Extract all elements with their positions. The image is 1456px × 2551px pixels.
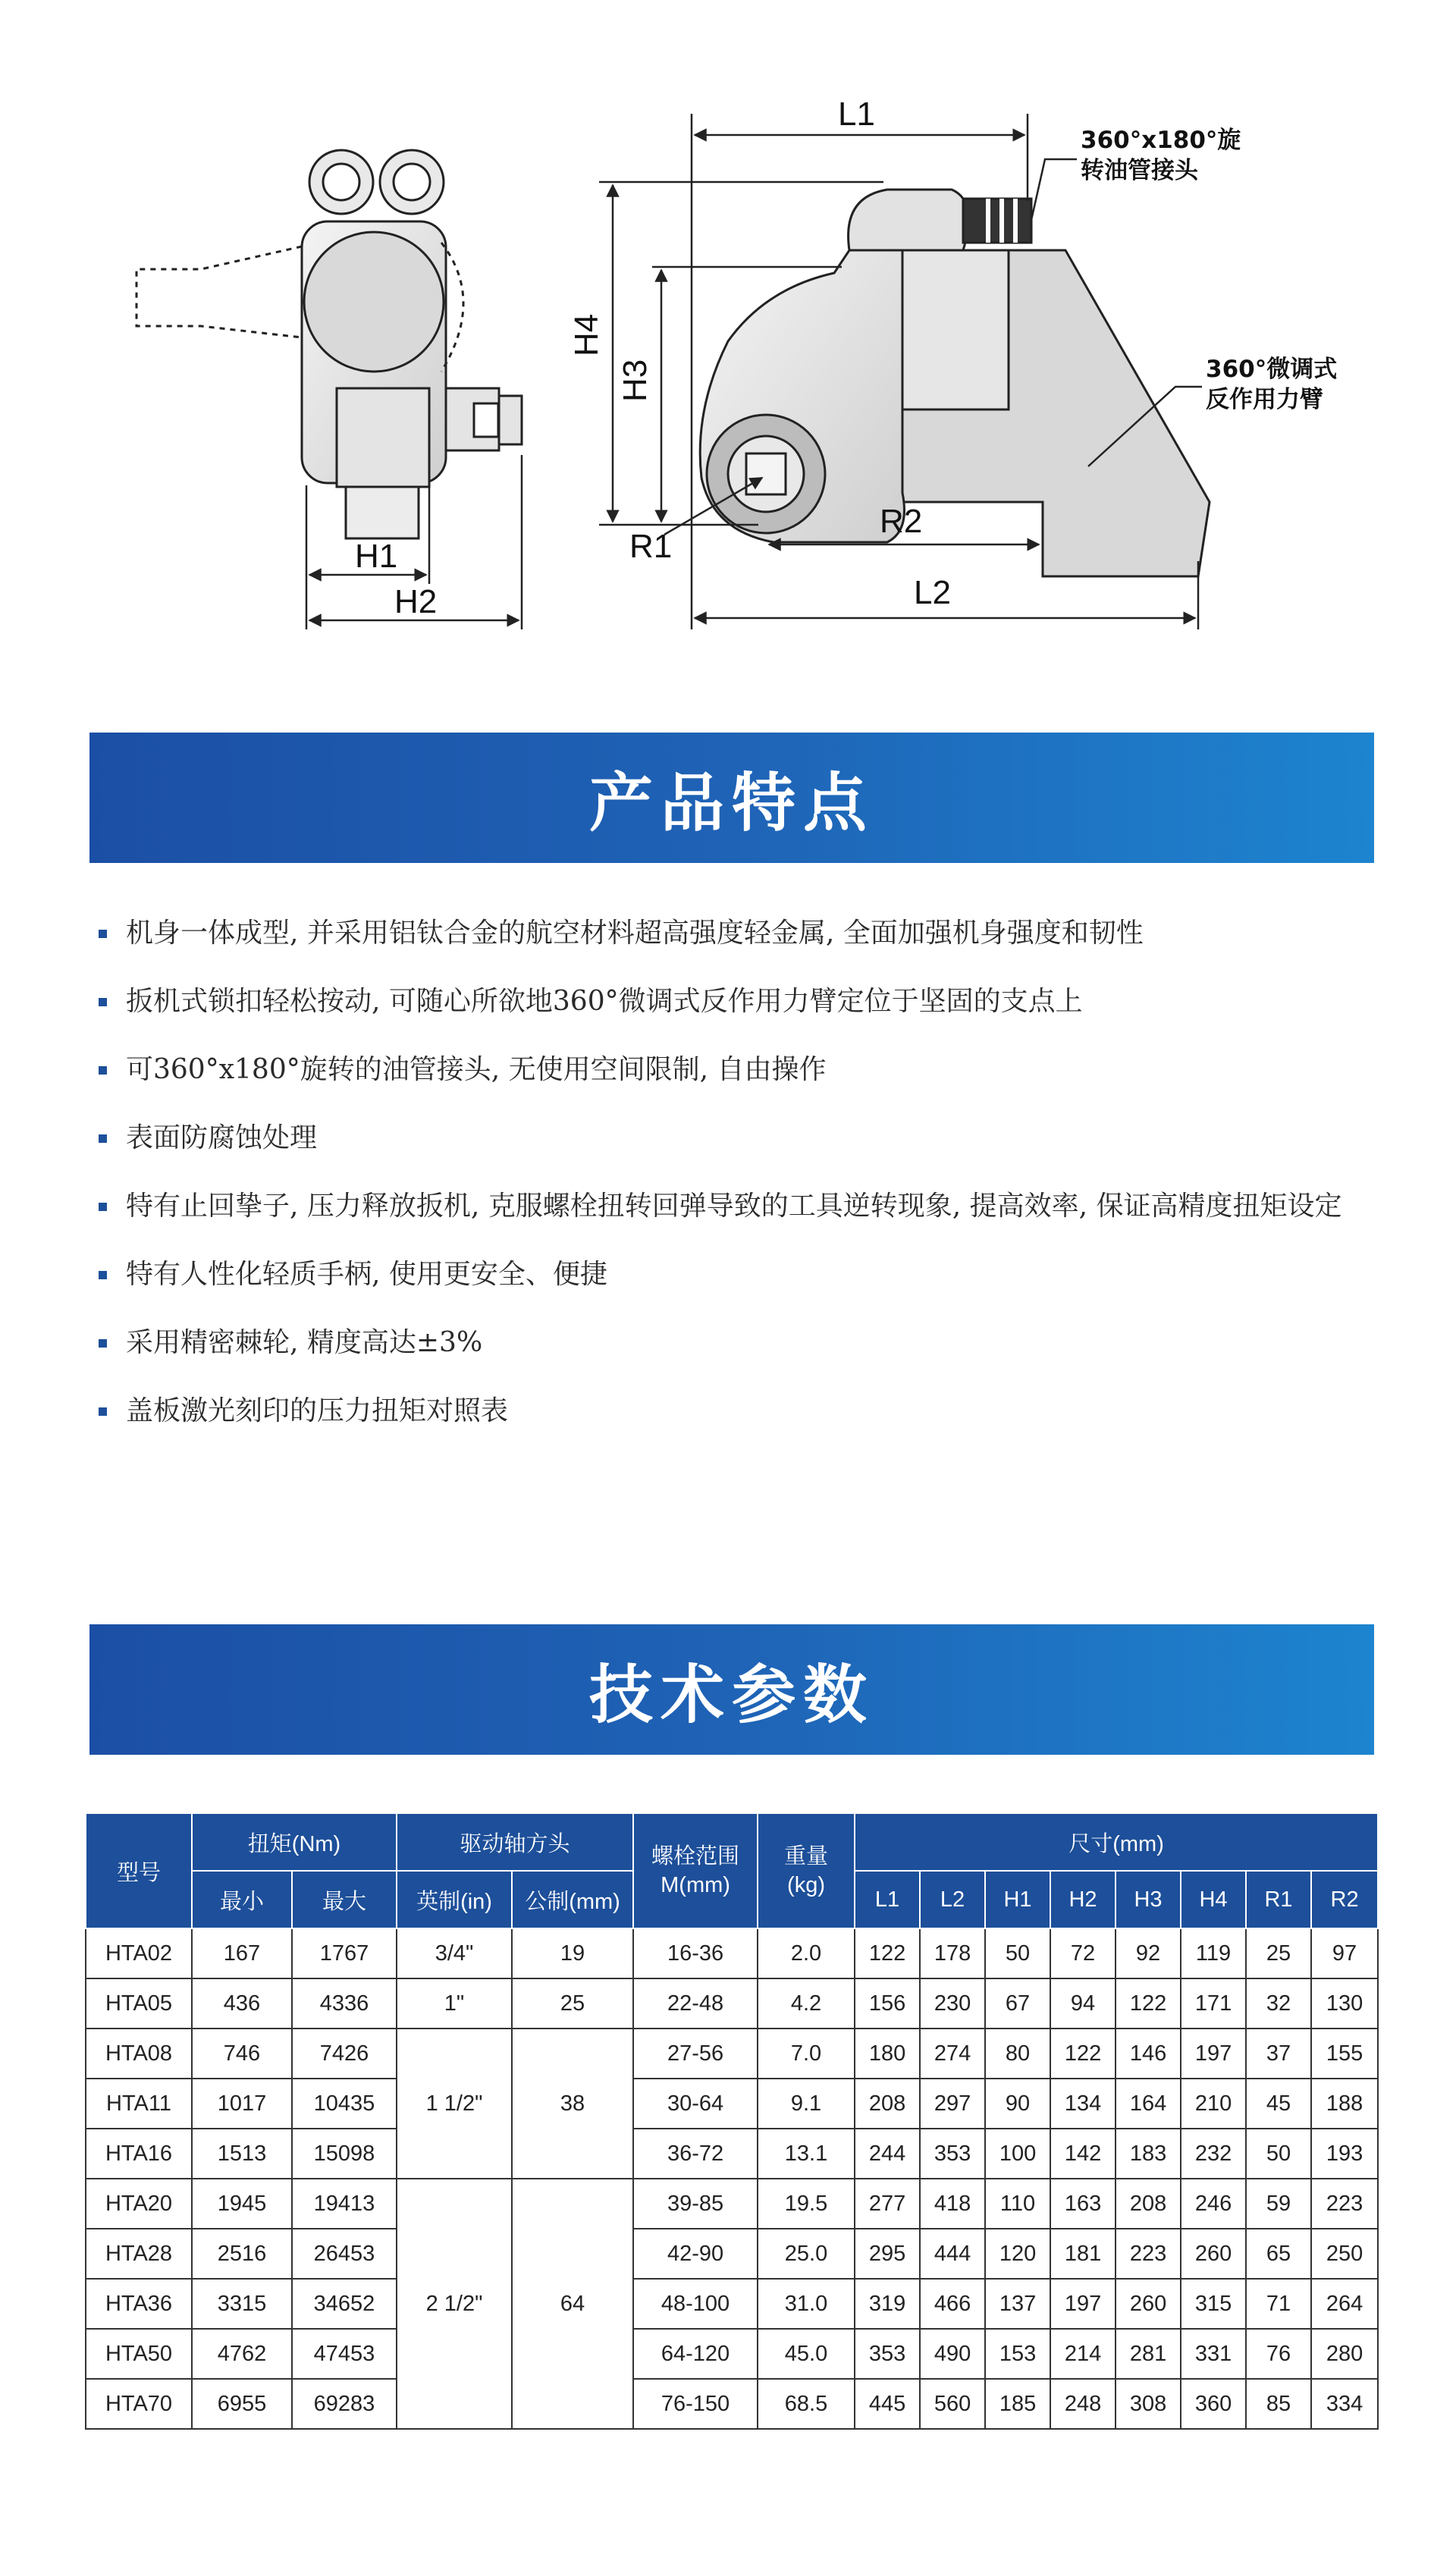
- cell-dim-h1: 185: [985, 2379, 1050, 2429]
- cell-dim-h2: 214: [1050, 2329, 1116, 2379]
- cell-torque-min: 1513: [192, 2129, 292, 2179]
- cell-torque-min: 746: [192, 2029, 292, 2079]
- th-dim-h3: H3: [1116, 1871, 1181, 1928]
- cell-torque-max: 19413: [292, 2179, 397, 2229]
- cell-dim-h4: 360: [1181, 2379, 1246, 2429]
- cell-weight: 68.5: [758, 2379, 855, 2429]
- cell-dim-h2: 197: [1050, 2279, 1116, 2329]
- cell-dim-l1: 208: [855, 2079, 920, 2129]
- bullet-icon: [99, 1271, 107, 1279]
- cell-dim-r1: 76: [1246, 2329, 1311, 2379]
- cell-dim-h3: 146: [1116, 2029, 1181, 2079]
- cell-dim-l2: 274: [920, 2029, 985, 2079]
- cell-model: HTA70: [86, 2379, 192, 2429]
- cell-dim-l2: 353: [920, 2129, 985, 2179]
- label-h2: H2: [394, 583, 438, 620]
- cell-dim-r2: 193: [1311, 2129, 1378, 2179]
- feature-text: 特有止回挚子, 压力释放扳机, 克服螺栓扭转回弹导致的工具逆转现象, 提高效率, 保证高精度扭矩设定: [126, 1191, 1342, 1222]
- bullet-icon: [99, 1203, 107, 1211]
- table-row: [86, 2279, 1378, 2329]
- cell-dim-h1: 67: [985, 1978, 1050, 2029]
- cell-model: HTA08: [86, 2029, 192, 2079]
- cell-bolt-range: 64-120: [633, 2329, 758, 2379]
- cell-torque-max: 4336: [292, 1978, 397, 2029]
- feature-text: 机身一体成型, 并采用铝钛合金的航空材料超高强度轻金属, 全面加强机身强度和韧性: [126, 918, 1144, 949]
- cell-dim-h4: 197: [1181, 2029, 1246, 2079]
- cell-dim-r1: 71: [1246, 2279, 1311, 2329]
- cell-dim-h1: 90: [985, 2079, 1050, 2129]
- cell-drive-in: 1 1/2": [397, 2029, 512, 2179]
- label-r1: R1: [629, 528, 673, 565]
- feature-item: [99, 1183, 1380, 1230]
- feature-text: 表面防腐蚀处理: [126, 1122, 318, 1153]
- cell-dim-r2: 280: [1311, 2329, 1378, 2379]
- feature-list: [99, 910, 1380, 1456]
- cell-model: HTA20: [86, 2179, 192, 2229]
- cell-dim-h3: 122: [1116, 1978, 1181, 2029]
- th-dim-l2: L2: [920, 1871, 985, 1928]
- cell-dim-h4: 315: [1181, 2279, 1246, 2329]
- bullet-icon: [99, 998, 107, 1006]
- cell-dim-h4: 331: [1181, 2329, 1246, 2379]
- table-row: [86, 1978, 1378, 2029]
- table-row: [86, 2079, 1378, 2129]
- cell-dim-h1: 80: [985, 2029, 1050, 2079]
- cell-torque-max: 1767: [292, 1928, 397, 1978]
- cell-drive-mm: 64: [512, 2179, 633, 2429]
- cell-dim-r1: 65: [1246, 2229, 1311, 2279]
- cell-weight: 9.1: [758, 2079, 855, 2129]
- cell-model: HTA05: [86, 1978, 192, 2029]
- cell-model: HTA50: [86, 2329, 192, 2379]
- feature-item: [99, 910, 1380, 957]
- cell-torque-max: 26453: [292, 2229, 397, 2279]
- cell-torque-max: 10435: [292, 2079, 397, 2129]
- cell-dim-l1: 156: [855, 1978, 920, 2029]
- table-row: [86, 2129, 1378, 2179]
- cell-dim-l1: 445: [855, 2379, 920, 2429]
- table-row: [86, 1928, 1378, 1978]
- spec-table: [85, 1812, 1379, 2430]
- cell-dim-h1: 120: [985, 2229, 1050, 2279]
- cell-dim-l1: 277: [855, 2179, 920, 2229]
- th-bolt-range-l1: 螺栓范围: [651, 1844, 740, 1869]
- callout-arm-line2: 反作用力臂: [1206, 386, 1323, 413]
- cell-dim-l1: 353: [855, 2329, 920, 2379]
- cell-dim-r1: 32: [1246, 1978, 1311, 2029]
- cell-dim-h4: 232: [1181, 2129, 1246, 2179]
- cell-model: HTA16: [86, 2129, 192, 2179]
- front-view: [136, 150, 522, 538]
- bullet-icon: [99, 1407, 107, 1416]
- th-dim-l1: L1: [855, 1871, 920, 1928]
- cell-bolt-range: 27-56: [633, 2029, 758, 2079]
- cell-dim-l2: 230: [920, 1978, 985, 2029]
- th-dim-r1: R1: [1246, 1871, 1311, 1928]
- cell-dim-h3: 208: [1116, 2179, 1181, 2229]
- cell-dim-r2: 223: [1311, 2179, 1378, 2229]
- cell-dim-h4: 119: [1181, 1928, 1246, 1978]
- feature-text: 扳机式锁扣轻松按动, 可随心所欲地360°微调式反作用力臂定位于坚固的支点上: [126, 986, 1083, 1017]
- th-dim-r2: R2: [1311, 1871, 1378, 1928]
- product-dimension-diagram: [0, 0, 1456, 682]
- cell-dim-l2: 560: [920, 2379, 985, 2429]
- side-view: [700, 190, 1210, 576]
- feature-item: [99, 1388, 1380, 1435]
- cell-weight: 25.0: [758, 2229, 855, 2279]
- cell-torque-min: 1945: [192, 2179, 292, 2229]
- feature-item: [99, 1046, 1380, 1094]
- th-model: 型号: [86, 1813, 192, 1928]
- features-title: 产品特点: [588, 764, 874, 840]
- bullet-icon: [99, 1339, 107, 1348]
- swivel-fitting: [963, 199, 1031, 243]
- cell-dim-r2: 130: [1311, 1978, 1378, 2029]
- cell-dim-h3: 92: [1116, 1928, 1181, 1978]
- cell-dim-h3: 223: [1116, 2229, 1181, 2279]
- cell-dim-l1: 122: [855, 1928, 920, 1978]
- label-h4: H4: [568, 313, 605, 356]
- cell-bolt-range: 22-48: [633, 1978, 758, 2029]
- cell-dim-h1: 100: [985, 2129, 1050, 2179]
- cell-weight: 7.0: [758, 2029, 855, 2079]
- label-l1: L1: [838, 96, 875, 133]
- cell-weight: 19.5: [758, 2179, 855, 2229]
- table-row: [86, 2179, 1378, 2229]
- cell-bolt-range: 48-100: [633, 2279, 758, 2329]
- cell-dim-h2: 134: [1050, 2079, 1116, 2129]
- th-weight: [758, 1813, 855, 1928]
- cell-dim-l2: 297: [920, 2079, 985, 2129]
- feature-text: 采用精密棘轮, 精度高达±3%: [126, 1327, 483, 1358]
- cell-drive-mm: 19: [512, 1928, 633, 1978]
- cell-weight: 31.0: [758, 2279, 855, 2329]
- cell-dim-r2: 334: [1311, 2379, 1378, 2429]
- cell-dim-l1: 319: [855, 2279, 920, 2329]
- cell-dim-r1: 45: [1246, 2079, 1311, 2129]
- feature-item: [99, 978, 1380, 1025]
- cell-dim-l1: 295: [855, 2229, 920, 2279]
- cell-dim-r2: 155: [1311, 2029, 1378, 2079]
- cell-torque-min: 167: [192, 1928, 292, 1978]
- cell-bolt-range: 42-90: [633, 2229, 758, 2279]
- label-r2: R2: [880, 503, 923, 540]
- cell-dim-h2: 122: [1050, 2029, 1116, 2079]
- cell-torque-min: 4762: [192, 2329, 292, 2379]
- cell-torque-min: 6955: [192, 2379, 292, 2429]
- cell-torque-min: 1017: [192, 2079, 292, 2129]
- bullet-icon: [99, 1066, 107, 1075]
- cell-dim-l1: 180: [855, 2029, 920, 2079]
- cell-drive-mm: 25: [512, 1978, 633, 2029]
- cell-torque-min: 3315: [192, 2279, 292, 2329]
- callout-arm-line1: 360°微调式: [1206, 356, 1338, 383]
- cell-torque-max: 34652: [292, 2279, 397, 2329]
- specs-banner: [89, 1624, 1374, 1755]
- bullet-icon: [99, 930, 107, 938]
- cell-torque-max: 69283: [292, 2379, 397, 2429]
- cell-bolt-range: 36-72: [633, 2129, 758, 2179]
- table-row: [86, 2029, 1378, 2079]
- cell-bolt-range: 16-36: [633, 1928, 758, 1978]
- cell-torque-max: 47453: [292, 2329, 397, 2379]
- cell-dim-h1: 153: [985, 2329, 1050, 2379]
- cell-torque-max: 15098: [292, 2129, 397, 2179]
- th-dim-h1: H1: [985, 1871, 1050, 1928]
- th-bolt-range-l2: M(mm): [661, 1873, 730, 1897]
- cell-dim-l2: 444: [920, 2229, 985, 2279]
- callout-swivel-line2: 转油管接头: [1081, 157, 1198, 184]
- cell-dim-h2: 163: [1050, 2179, 1116, 2229]
- cell-dim-r1: 50: [1246, 2129, 1311, 2179]
- cell-dim-r2: 264: [1311, 2279, 1378, 2329]
- cell-dim-r2: 188: [1311, 2079, 1378, 2129]
- th-bolt-range: [633, 1813, 758, 1928]
- specs-title: 技术参数: [588, 1656, 874, 1732]
- cell-dim-r2: 97: [1311, 1928, 1378, 1978]
- cell-dim-r2: 250: [1311, 2229, 1378, 2279]
- cell-torque-max: 7426: [292, 2029, 397, 2079]
- cell-dim-h4: 260: [1181, 2229, 1246, 2279]
- th-weight-l1: 重量: [784, 1844, 829, 1869]
- cell-drive-mm: 38: [512, 2029, 633, 2179]
- cell-torque-min: 436: [192, 1978, 292, 2029]
- cell-weight: 2.0: [758, 1928, 855, 1978]
- cell-dim-h1: 137: [985, 2279, 1050, 2329]
- cell-dim-h2: 142: [1050, 2129, 1116, 2179]
- cell-dim-l2: 490: [920, 2329, 985, 2379]
- feature-text: 可360°x180°旋转的油管接头, 无使用空间限制, 自由操作: [126, 1054, 827, 1085]
- th-dim-h2: H2: [1050, 1871, 1116, 1928]
- feature-item: [99, 1319, 1380, 1366]
- th-dims: 尺寸(mm): [855, 1813, 1378, 1871]
- cell-bolt-range: 39-85: [633, 2179, 758, 2229]
- th-dim-h4: H4: [1181, 1871, 1246, 1928]
- th-torque-min: 最小: [192, 1871, 292, 1928]
- cell-dim-h1: 110: [985, 2179, 1050, 2229]
- cell-bolt-range: 76-150: [633, 2379, 758, 2429]
- diagram-svg: [0, 0, 1456, 682]
- cell-dim-h1: 50: [985, 1928, 1050, 1978]
- cell-dim-h4: 210: [1181, 2079, 1246, 2129]
- cell-dim-h3: 164: [1116, 2079, 1181, 2129]
- cell-model: HTA02: [86, 1928, 192, 1978]
- cell-weight: 13.1: [758, 2129, 855, 2179]
- cell-dim-l2: 466: [920, 2279, 985, 2329]
- cell-drive-in: 2 1/2": [397, 2179, 512, 2429]
- cell-drive-in: 1": [397, 1978, 512, 2029]
- th-weight-l2: (kg): [787, 1873, 825, 1897]
- cell-dim-h3: 183: [1116, 2129, 1181, 2179]
- th-torque: 扭矩(Nm): [192, 1813, 397, 1871]
- table-row: [86, 2329, 1378, 2379]
- cell-dim-h2: 94: [1050, 1978, 1116, 2029]
- cell-dim-l2: 418: [920, 2179, 985, 2229]
- cell-dim-h2: 72: [1050, 1928, 1116, 1978]
- cell-dim-h3: 308: [1116, 2379, 1181, 2429]
- label-h1: H1: [355, 538, 398, 575]
- cell-dim-l1: 244: [855, 2129, 920, 2179]
- bullet-icon: [99, 1134, 107, 1143]
- feature-text: 盖板激光刻印的压力扭矩对照表: [126, 1395, 509, 1426]
- cell-dim-r1: 25: [1246, 1928, 1311, 1978]
- feature-item: [99, 1115, 1380, 1162]
- spec-table-body: [86, 1928, 1378, 2429]
- cell-model: HTA11: [86, 2079, 192, 2129]
- cell-dim-r1: 59: [1246, 2179, 1311, 2229]
- cell-dim-h4: 171: [1181, 1978, 1246, 2029]
- cell-weight: 4.2: [758, 1978, 855, 2029]
- label-h3: H3: [617, 359, 654, 402]
- cell-model: HTA28: [86, 2229, 192, 2279]
- cell-dim-l2: 178: [920, 1928, 985, 1978]
- cell-dim-h4: 246: [1181, 2179, 1246, 2229]
- th-drive-in: 英制(in): [397, 1871, 512, 1928]
- cell-dim-r1: 85: [1246, 2379, 1311, 2429]
- th-torque-max: 最大: [292, 1871, 397, 1928]
- cell-dim-r1: 37: [1246, 2029, 1311, 2079]
- feature-item: [99, 1251, 1380, 1298]
- header-row-1: [86, 1813, 1378, 1871]
- cell-torque-min: 2516: [192, 2229, 292, 2279]
- feature-text: 特有人性化轻质手柄, 使用更安全、便捷: [126, 1259, 607, 1290]
- th-drive-mm: 公制(mm): [512, 1871, 633, 1928]
- label-l2: L2: [914, 574, 951, 611]
- callout-swivel-line1: 360°x180°旋: [1081, 127, 1241, 154]
- cell-weight: 45.0: [758, 2329, 855, 2379]
- table-row: [86, 2379, 1378, 2429]
- cell-dim-h3: 260: [1116, 2279, 1181, 2329]
- features-banner: [89, 733, 1374, 863]
- cell-bolt-range: 30-64: [633, 2079, 758, 2129]
- cell-dim-h3: 281: [1116, 2329, 1181, 2379]
- th-drive: 驱动轴方头: [397, 1813, 633, 1871]
- cell-dim-h2: 248: [1050, 2379, 1116, 2429]
- cell-dim-h2: 181: [1050, 2229, 1116, 2279]
- table-row: [86, 2229, 1378, 2279]
- cell-drive-in: 3/4": [397, 1928, 512, 1978]
- cell-model: HTA36: [86, 2279, 192, 2329]
